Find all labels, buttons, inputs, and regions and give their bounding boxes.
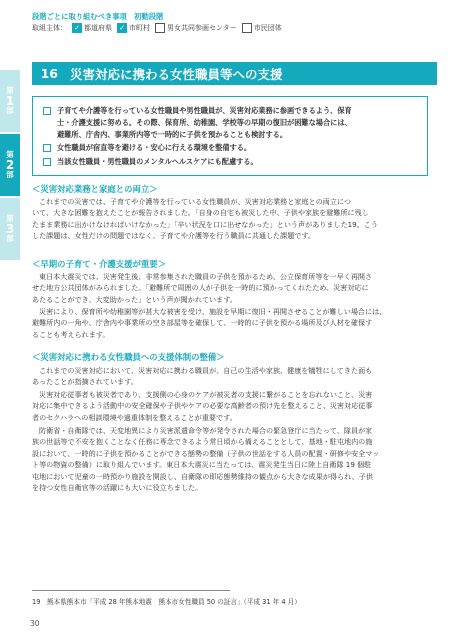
checklist-item: 女性職員が宿直等を避ける・安心に行える環境を整備する。 <box>43 142 427 154</box>
empty-checkbox-icon <box>155 23 165 33</box>
empty-checkbox-icon <box>242 23 252 33</box>
actor-item: 市民団体 <box>242 23 282 33</box>
actor-item: ✓ 都道府県 <box>72 23 112 33</box>
part-kanji: 第 <box>6 149 14 159</box>
paragraph: これまでの災害では、子育てや介護等を行っている女性職員が、災害対応業務と家庭との両立につ いて、大きな困難を抱えたことが報告されました。「自身の自宅も被災した中、子供や家族を避難所に残し たまま業務に出かけなければいけなかった」「辛い状況を口に出せなかった」という声がありました19。こう した課題は、女性だけの問題ではなく、子育てや介護等を行う職員に共通した課題です。 <box>32 197 378 241</box>
check-icon: ✓ <box>72 23 82 33</box>
section-heading: ＜災害対応に携わる女性職員への支援体制の整備＞ <box>32 352 225 362</box>
checkbox-icon <box>43 144 51 152</box>
paragraph: これまでの災害対応において、災害対応に携わる職員が、自己の生活や家族、健康を犠牲にしてきた面も あったことが指摘されています。 <box>32 366 373 387</box>
part-kanji: 第 <box>6 213 14 223</box>
part-2-tab[interactable] <box>0 134 20 196</box>
actor-item: 男女共同参画センター <box>155 23 237 33</box>
checkbox-icon <box>43 158 51 166</box>
checklist-item: 子育てや介護等を行っている女性職員や男性職員が、災害対応業務に参画できるよう、保育 士・介護支援に努める。その際、保育所、幼稚園、学校等の早期の復旧が困難な場合には、 避難所、庁舎内、事業所内等で一時的に子供を預かることも検討する。 <box>43 105 427 142</box>
part-suffix: 部 <box>6 106 14 116</box>
part-suffix: 部 <box>6 170 14 180</box>
checklist-box <box>32 96 428 176</box>
section-title-bar <box>32 62 437 85</box>
part-suffix: 部 <box>6 234 14 244</box>
paragraph: 防衛省・自衛隊では、天変地異により災害派遣命令等が発令された場合の緊急登庁に当たって、隊員が家 族の世話等で不安を抱くことなく任務に専念できるよう常日頃から備えることとして、基地・駐屯地内の施 設において、一時的に子供を預かることができる態勢の整備（子供の世話をする人員の配置・研修や安全マッ ト等の物資の整備）に取り組んでいます。東日本大震災に当たっては、震災発生当日に陸上自衛隊 19 個駐 屯地において児童の一時預かり施設を開設し、自衛隊の即応態勢維持の観点から大きな成果が得られ、子供 を持つ女性自衛官等の活躍にも大いに役立ちました。 <box>32 426 380 493</box>
part-number: 3 <box>5 221 15 236</box>
part-number: 1 <box>5 93 15 108</box>
actors-label: 取組主体： <box>32 24 67 32</box>
paragraph: 災害により、保育所や幼稚園等が甚大な被害を受け、施設を早期に復旧・再開させることが難しい場合には、 避難所内の一角や、庁舎内や事業所の空き部屋等を確保して、一時的に子供を預かる場所及び人材を確保す ることも考えられます。 <box>32 307 387 339</box>
check-icon: ✓ <box>117 23 127 33</box>
section-heading: ＜災害対応業務と家庭との両立＞ <box>32 184 158 194</box>
paragraph: 東日本大震災では、災害発生後、非常参集された職員の子供を預かるため、公立保育所等を一早く再開さ せた地方公共団体がみられました。「避難所で周囲の人が子供を一時的に預かってくれたため、災害対応に あたることができ、大変助かった」という声が聞かれています。 <box>32 272 373 304</box>
section-title: 災害対応に携わる女性職員等への支援 <box>70 66 283 82</box>
part-kanji: 第 <box>6 85 14 95</box>
paragraph: 災害対応従事者も被災者であり、支援側の心身のケアが被災者の支援に繋がることを忘れないこと、災害 対応に集中できるよう活動中の安全確保や子供やケアの必要な高齢者の預け先を整えること、災害対応従事 者のセクハラへの相談環境や過重体制を整えることが重要です。 <box>32 390 373 422</box>
section-number: 16 <box>40 66 58 81</box>
checkbox-icon <box>43 107 51 115</box>
actor-item: ✓ 市町村 <box>117 23 150 33</box>
part-number: 2 <box>5 157 15 172</box>
section-heading: ＜早期の子育て・介護支援が重要＞ <box>32 259 166 269</box>
page-number: 30 <box>30 619 40 628</box>
stage-label: 段階ごとに取り組むべき事項 初動段階 <box>32 12 164 21</box>
part-3-tab[interactable] <box>0 198 20 260</box>
actors-row <box>32 23 427 33</box>
footnote-divider <box>32 590 230 591</box>
part-1-tab[interactable] <box>0 70 20 132</box>
checklist-item: 当該女性職員・男性職員のメンタルヘルスケアにも配慮する。 <box>43 156 427 168</box>
footnote: 19 熊本県熊本市「平成 28 年熊本地震 熊本市女性職員 50 の証言」（平成 31 年 4 月） <box>32 598 301 606</box>
